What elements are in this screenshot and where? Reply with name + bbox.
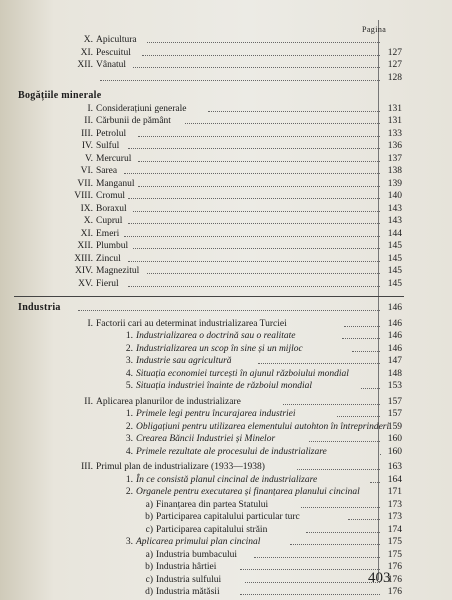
toc-row [58,486,402,498]
toc-entry-title: Industrializarea o doctrină sau o realitate [136,331,296,341]
toc-entry-title: Vânatul [96,60,127,70]
toc-row [18,128,402,140]
toc-entry-number: 5. [125,381,133,391]
toc-page-number: 175 [387,537,402,547]
toc-entry-number: VI. [80,166,93,176]
toc-leader-dots [133,67,380,68]
toc-entry-title: Aplicarea planurilor de industrializare [96,396,241,407]
toc-page-number: 138 [387,166,402,176]
toc-row [18,253,402,265]
toc-entry-title: Participarea capitalului străin [156,524,268,535]
section-divider [14,296,404,297]
toc-page-number: 143 [387,216,402,226]
toc-entry-number: I. [87,318,93,329]
toc-entry-title: Cromul [96,191,126,201]
toc-entry-title: Primele legi pentru încurajarea industriei [136,409,296,419]
toc-entry-number: IX. [80,203,93,214]
toc-page-number: 153 [387,381,402,391]
toc-page-number: 148 [387,368,402,379]
toc-leader-dots [342,338,380,339]
toc-leader-dots [337,416,380,417]
toc-leader-dots [290,544,380,545]
toc-row [58,446,402,458]
toc-row [58,368,402,380]
toc-page-number: 145 [387,241,402,251]
toc-entry-number: a) [145,499,153,510]
toc-row [18,396,402,408]
toc-entry-title: Industrializarea un scop în sine și un mijloc [136,343,303,354]
toc-row [18,190,402,202]
toc-row [18,59,402,71]
toc-entry-title: Apicultura [96,35,137,45]
toc-entry-title: Boraxul [96,203,127,214]
toc-entry-number: 3. [125,434,133,444]
toc-row [58,330,402,342]
toc-row [18,103,402,115]
toc-leader-dots [133,211,380,212]
toc-leader-dots [254,557,380,558]
toc-row [18,72,402,84]
toc-page-number: 173 [387,512,402,522]
toc-row [18,115,402,127]
toc-page-number: 146 [387,331,402,341]
toc-page-number: 144 [387,228,402,239]
toc-entry-number: XIV. [74,266,93,276]
toc-row [18,203,402,215]
toc-entry-title: Industria mătăsii [156,587,220,597]
toc-entry-title: Organele pentru executarea și finanțarea planului cincinal [136,487,360,497]
toc-entry-number: 1. [125,474,133,485]
toc-page-number: 163 [387,462,402,472]
toc-page-number: 131 [387,103,402,114]
toc-row [78,561,402,573]
toc-leader-dots [283,404,380,405]
toc-leader-dots [147,273,380,274]
toc-entry-number: d) [145,587,153,597]
toc-leader-dots [370,482,380,483]
section-heading-minerale: Bogățiile minerale [18,90,102,101]
toc-entry-title: Emeri [96,228,120,239]
toc-entry-number: 2. [125,343,133,354]
toc-leader-dots [124,173,381,174]
toc-entry-title: Finanțarea din partea Statului [156,499,269,510]
toc-entry-number: 4. [125,368,133,379]
toc-entry-number: VIII. [74,191,93,201]
toc-entry-title: Cărbunii de pământ [96,116,171,126]
toc-row [58,536,402,548]
toc-row [58,380,402,392]
toc-leader-dots [142,55,380,56]
toc-row [18,318,402,330]
toc-page-number: 173 [387,499,402,510]
toc-leader-dots [297,469,380,470]
toc-leader-dots [240,569,380,570]
toc-entry-number: XV. [78,278,93,289]
toc-leader-dots [128,261,380,262]
toc-leader-dots [128,286,380,287]
toc-entry-number: III. [81,462,93,472]
toc-entry-number: I. [87,103,93,114]
toc-row [78,549,402,561]
toc-row [18,265,402,277]
toc-entry-title: Magnezitul [96,266,140,276]
toc-entry-title: Crearea Băncii Industriei și Minelor [136,434,276,444]
toc-entry-number: b) [145,562,153,572]
toc-entry-title: Industrie sau agricultură [136,356,232,366]
toc-entry-title: Primul plan de industrializare (1933—1938) [96,462,265,472]
toc-leader-dots [124,236,381,237]
toc-entry-title: Plumbul [96,241,129,251]
page-number: 403 [368,570,391,586]
toc-page-number: 145 [387,253,402,264]
toc-leader-dots [245,582,380,583]
toc-page-number: 176 [387,587,402,597]
toc-row [18,215,402,227]
toc-leader-dots [133,248,380,249]
toc-page-number: 175 [387,549,402,560]
toc-leader-dots [128,148,380,149]
toc-entry-number: 3. [125,356,133,366]
toc-entry-number: X. [83,35,93,45]
toc-row [18,228,402,240]
toc-page-number: 160 [387,446,402,457]
toc-page-number: 145 [387,278,402,289]
toc-leader-dots [344,326,380,327]
toc-page-number: 160 [387,434,402,444]
toc-page-number: 174 [387,524,402,535]
toc-leader-dots [100,80,380,81]
section-heading-industria: Industria [18,302,61,313]
toc-row [78,574,402,586]
toc-leader-dots [306,532,380,533]
toc-row [18,278,402,290]
toc-entry-number: IV. [81,141,93,151]
toc-page-number: 145 [387,266,402,276]
pagina-header: Pagina [362,25,387,34]
toc-page-number: 146 [387,343,402,354]
toc-page-number: 128 [387,72,402,83]
toc-page-number: 146 [387,318,402,329]
toc-entry-number: 1. [125,331,133,341]
toc-entry-number: a) [145,549,153,560]
toc-entry-number: c) [145,524,153,535]
toc-row [18,240,402,252]
toc-entry-title: Industria sulfului [156,574,222,585]
toc-row [18,461,402,473]
toc-leader-dots [301,507,380,508]
toc-row [58,433,402,445]
toc-row [78,499,402,511]
toc-entry-title: Mercurul [96,153,132,164]
toc-entry-number: XI. [80,47,93,58]
toc-entry-title: Industria hârtiei [156,562,217,572]
toc-page-number: 157 [387,396,402,407]
toc-entry-title: Situația economiei turcești în ajunul războiului mondial [136,368,349,379]
toc-page-number: 127 [387,60,402,70]
toc-row [18,47,402,59]
toc-entry-title: Aplicarea primului plan cincinal [136,537,261,547]
toc-entry-title: Situația industriei înainte de războiul mondial [136,381,313,391]
toc-entry-number: XIII. [74,253,93,264]
toc-entry-number: b) [145,512,153,522]
toc-row [18,153,402,165]
toc-entry-title: În ce consistă planul cincinal de industrializare [136,474,318,485]
toc-leader-dots [352,351,381,352]
toc-row [58,343,402,355]
toc-page-number: 133 [387,128,402,139]
toc-entry-number: II. [84,396,93,407]
toc-entry-number: XII. [77,60,93,70]
toc-page-number: 146 [387,303,402,313]
toc-entry-number: II. [84,116,93,126]
toc-row [58,421,402,433]
toc-page-number: 171 [387,487,402,497]
toc-leader-dots [361,388,380,389]
toc-row [78,524,402,536]
toc-row [78,511,402,523]
toc-page-number: 140 [387,191,402,201]
toc-page-number: 176 [387,562,402,572]
toc-leader-dots [258,363,381,364]
toc-entry-number: XI. [80,228,93,239]
toc-entry-number: 3. [125,537,133,547]
toc-page-number: 159 [387,421,402,432]
toc-entry-number: 2. [125,421,133,432]
toc-row [78,586,402,598]
toc-entry-number: X. [83,216,93,226]
toc-leader-dots [128,223,380,224]
toc-entry-number: VII. [77,178,93,189]
toc-entry-number: 2. [125,487,133,497]
toc-leader-dots [78,310,380,311]
toc-entry-title: Participarea capitalului particular turc [156,512,300,522]
toc-entry-number: c) [145,574,153,585]
toc-page-number: 157 [387,409,402,419]
toc-entry-title: Manganul [96,178,135,189]
toc-entry-title: Obligațiuni pentru utilizarea elementului autohton în întreprinderi [136,421,390,432]
toc-page-number: 137 [387,153,402,164]
toc-row [58,474,402,486]
toc-page-number: 139 [387,178,402,189]
toc-entry-title: Sarea [96,166,118,176]
toc-row [18,140,402,152]
toc-entry-title: Zincul [96,253,121,264]
toc-leader-dots [138,161,380,162]
toc-entry-number: V. [84,153,93,164]
toc-leader-dots [185,123,380,124]
toc-row [58,355,402,367]
toc-entry-title: Fierul [96,278,119,289]
toc-entry-number: III. [81,128,93,139]
toc-leader-dots [128,198,380,199]
toc-page-number: 136 [387,141,402,151]
toc-leader-dots [138,136,380,137]
toc-row [18,178,402,190]
toc-page-number: 127 [387,47,402,58]
toc-entry-title: Pescuitul [96,47,131,58]
toc-leader-dots [240,594,380,595]
toc-entry-number: 4. [125,446,133,457]
toc-entry-title: Considerațiuni generale [96,103,187,114]
toc-page-number: 143 [387,203,402,214]
toc-row [18,165,402,177]
toc-page-number: 131 [387,116,402,126]
toc-page-number: 164 [387,474,402,485]
toc-page-number: 176 [387,574,402,585]
toc-page-number: 147 [387,356,402,366]
toc-leader-dots [208,111,380,112]
toc-entry-number: XII. [77,241,93,251]
section-heading-industria-page [18,302,402,314]
toc-leader-dots [309,441,380,442]
toc-entry-title: Sulful [96,141,120,151]
toc-row [58,408,402,420]
toc-entry-title: Petrolul [96,128,127,139]
toc-leader-dots [348,519,380,520]
toc-entry-title: Industria bumbacului [156,549,237,560]
toc-row [18,34,402,46]
toc-entry-number: 1. [125,409,133,419]
toc-entry-title: Primele rezultate ale procesului de industrializare [136,446,327,457]
toc-entry-title: Cuprul [96,216,123,226]
toc-leader-dots [138,186,380,187]
toc-leader-dots [147,42,380,43]
toc-entry-title: Factorii cari au determinat industrializarea Turciei [96,318,287,329]
